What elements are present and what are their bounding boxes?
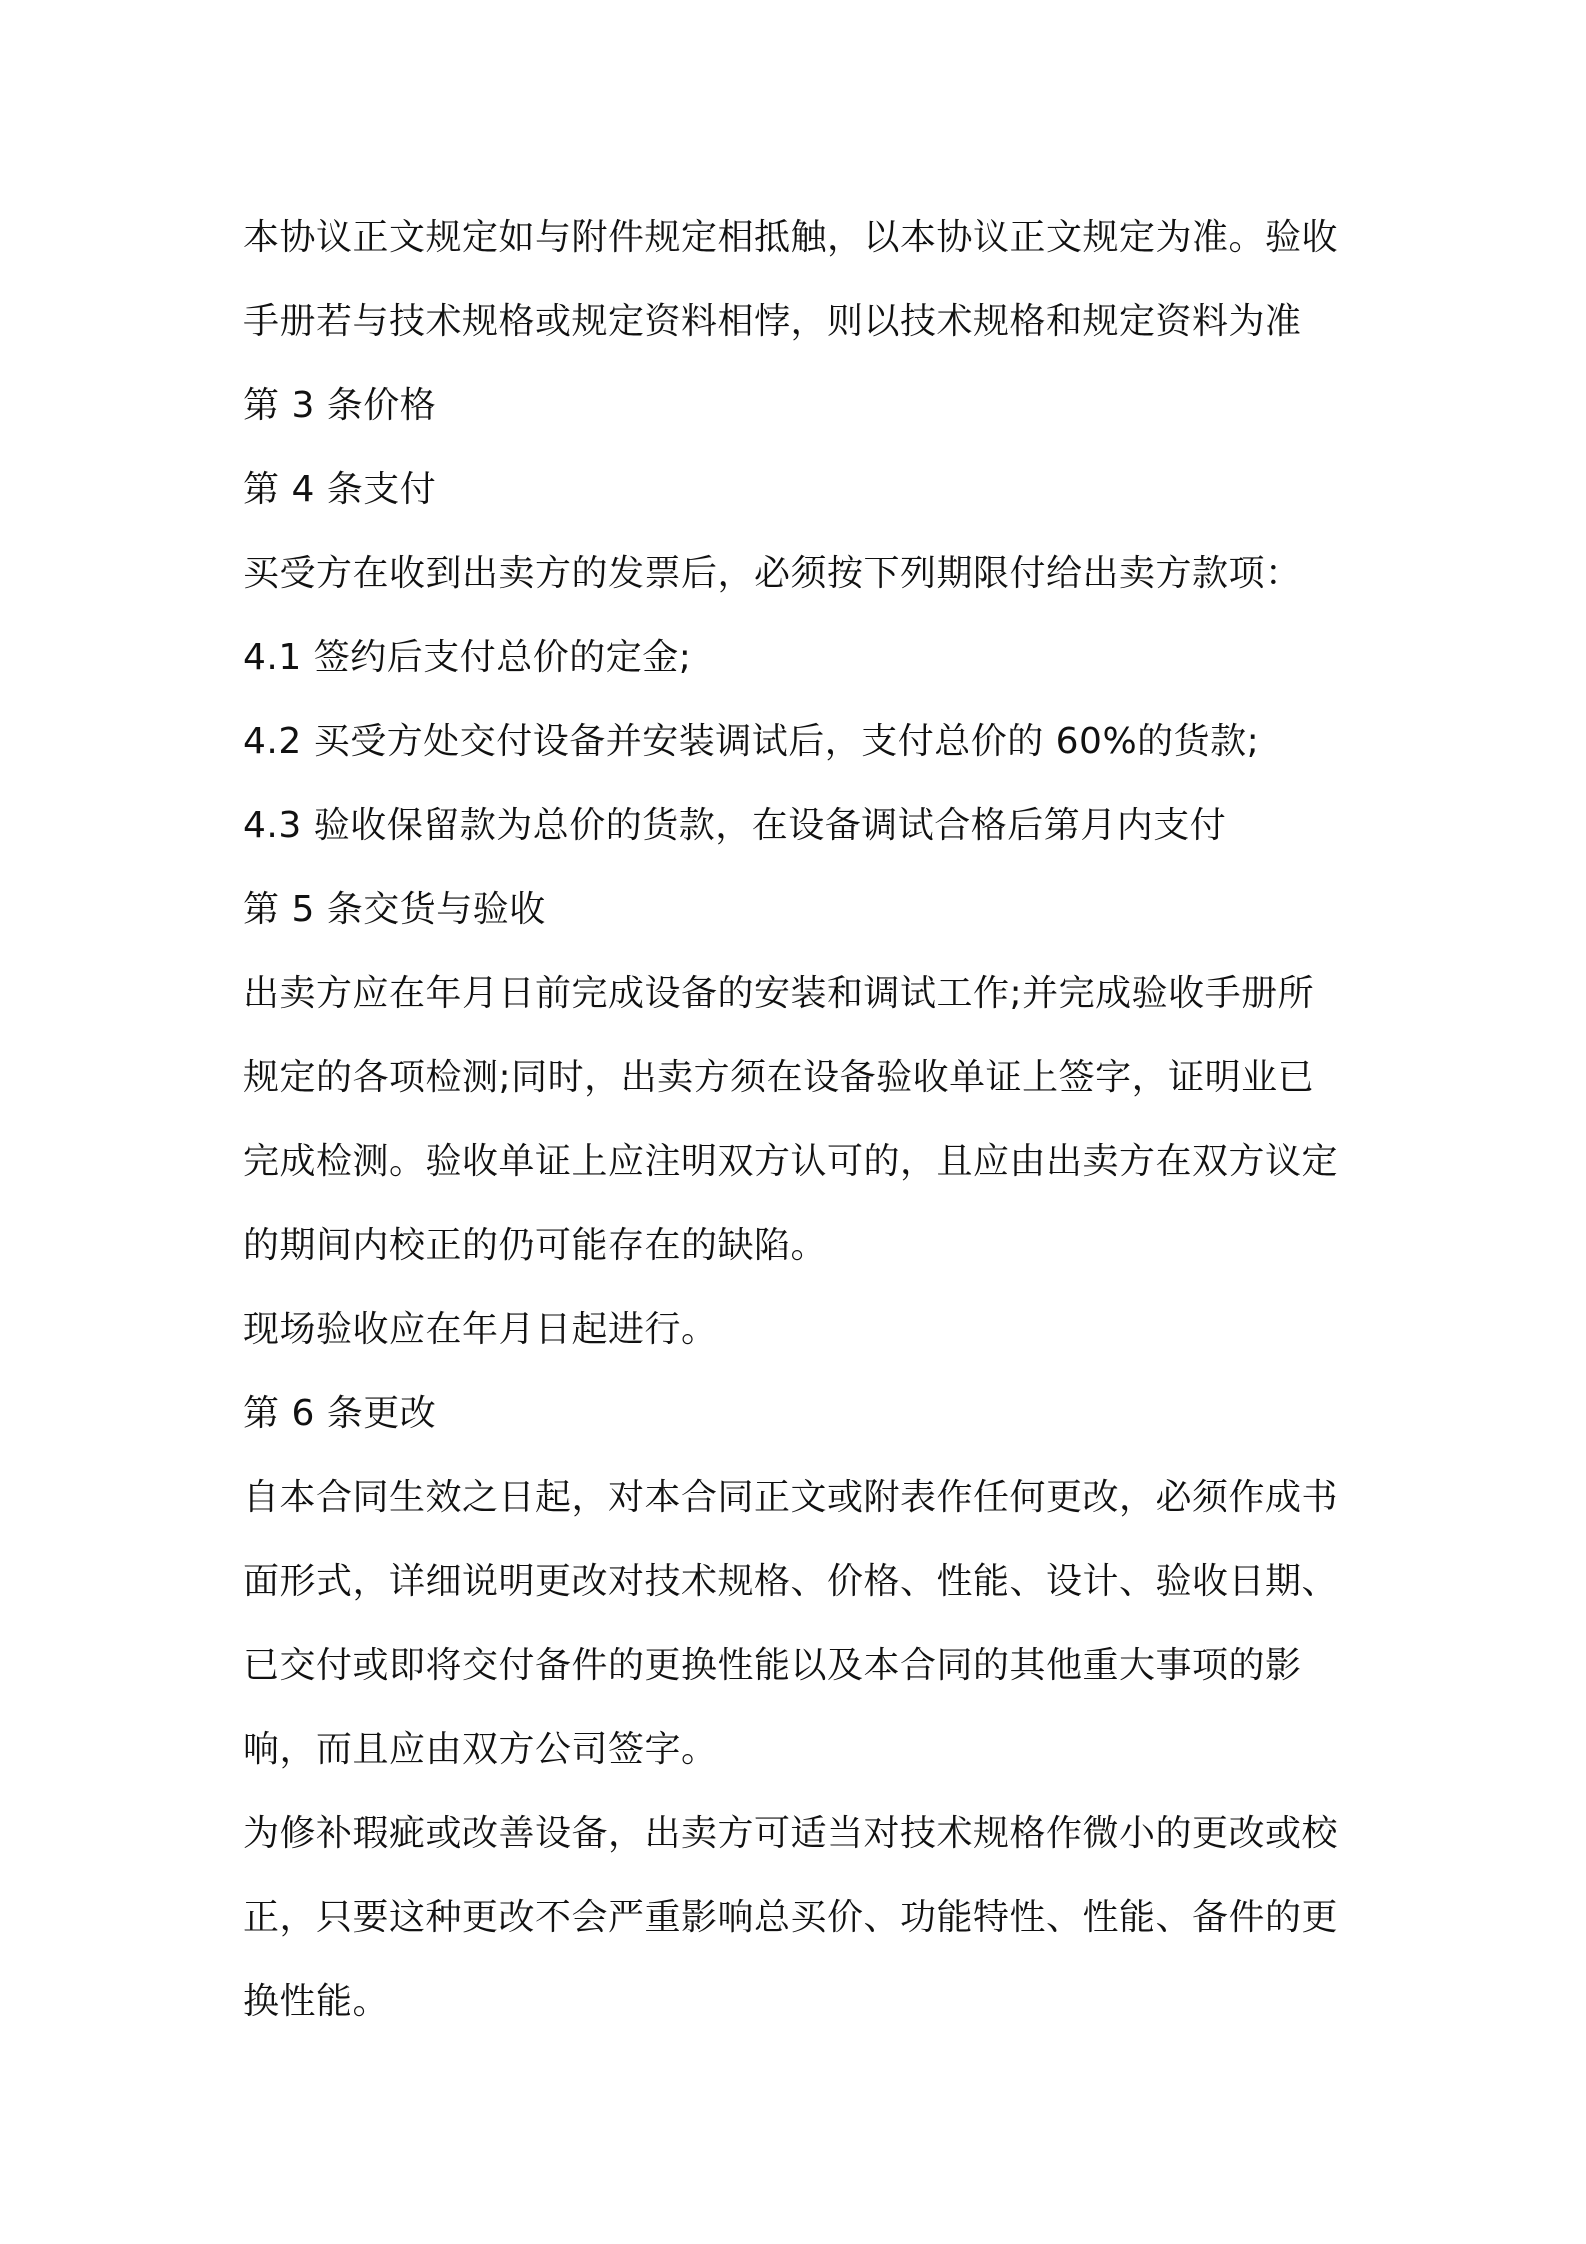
document-body — [243, 196, 1363, 2044]
paragraph-line: 为修补瑕疵或改善设备，出卖方可适当对技术规格作微小的更改或校 — [243, 1813, 1339, 1854]
paragraph-line: 响，而且应由双方公司签字。 — [243, 1729, 718, 1770]
section-heading-delivery: 第 5 条交货与验收 — [243, 889, 546, 930]
paragraph-line: 出卖方应在年月日前完成设备的安装和调试工作;并完成验收手册所 — [243, 973, 1315, 1014]
paragraph-line: 的期间内校正的仍可能存在的缺陷。 — [243, 1225, 828, 1266]
paragraph-line: 现场验收应在年月日起进行。 — [243, 1309, 718, 1350]
section-heading-change: 第 6 条更改 — [243, 1393, 437, 1434]
paragraph-line: 已交付或即将交付备件的更换性能以及本合同的其他重大事项的影 — [243, 1645, 1302, 1686]
paragraph-line: 换性能。 — [243, 1981, 390, 2022]
list-item: 4.3 验收保留款为总价的货款，在设备调试合格后第月内支付 — [243, 805, 1227, 846]
paragraph-line: 完成检测。验收单证上应注明双方认可的，且应由出卖方在双方议定 — [243, 1141, 1339, 1182]
list-item: 4.2 买受方处交付设备并安装调试后，支付总价的 60%的货款; — [243, 721, 1260, 762]
paragraph-line: 本协议正文规定如与附件规定相抵触，以本协议正文规定为准。验收 — [243, 217, 1339, 258]
paragraph-line: 规定的各项检测;同时，出卖方须在设备验收单证上签字，证明业已 — [243, 1057, 1315, 1098]
paragraph-line: 面形式，详细说明更改对技术规格、价格、性能、设计、验收日期、 — [243, 1561, 1339, 1602]
section-heading-price: 第 3 条价格 — [243, 385, 437, 426]
paragraph-line: 买受方在收到出卖方的发票后，必须按下列期限付给出卖方款项： — [243, 553, 1302, 594]
section-heading-payment: 第 4 条支付 — [243, 469, 437, 510]
paragraph-line: 正，只要这种更改不会严重影响总买价、功能特性、性能、备件的更 — [243, 1897, 1339, 1938]
paragraph-line: 自本合同生效之日起，对本合同正文或附表作任何更改，必须作成书 — [243, 1477, 1339, 1518]
list-item: 4.1 签约后支付总价的定金; — [243, 637, 692, 678]
paragraph-line: 手册若与技术规格或规定资料相悖，则以技术规格和规定资料为准 — [243, 301, 1302, 342]
